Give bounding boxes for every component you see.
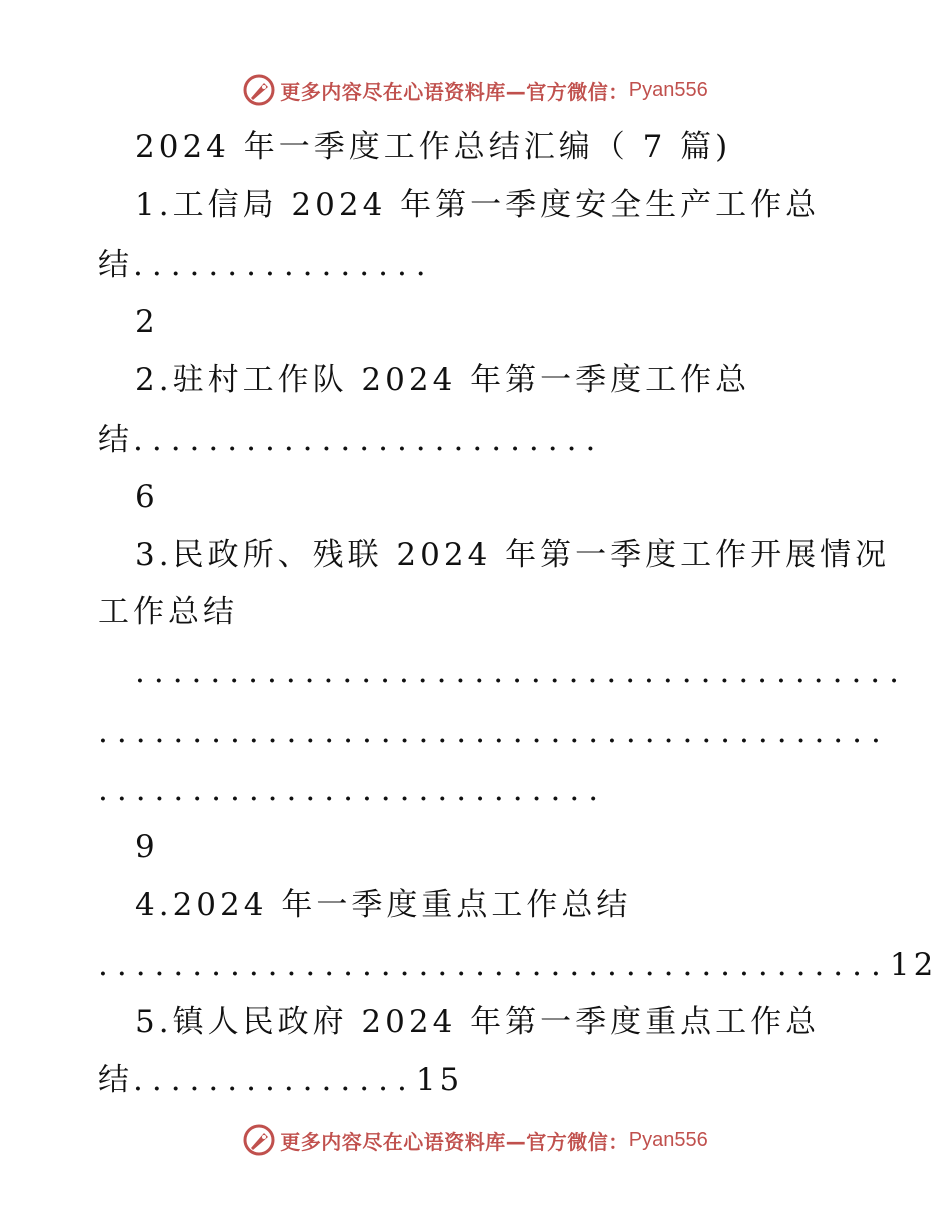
watermark-id: Pyan556 — [628, 78, 708, 101]
toc-entry-2-title: 2.驻村工作队 2024 年第一季度工作总 — [135, 362, 751, 398]
toc-entry-5-leader-line — [98, 1060, 463, 1100]
toc-entry-2-page: 6 — [135, 479, 159, 515]
toc-entry-2-leader-line — [98, 420, 604, 460]
watermark-footer — [0, 1120, 950, 1160]
toc-entry-1-title-cont: 结 — [98, 247, 133, 283]
pen-nib-logo-icon — [242, 73, 276, 107]
watermark-text: 更多内容尽在心语资料库—官方微信： — [280, 1129, 629, 1154]
document-title: 2024 年一季度工作总结汇编（ 7 篇) — [135, 129, 732, 165]
toc-entry-4-page: 12 — [889, 947, 938, 983]
toc-leader-dots: ............... — [133, 1062, 416, 1098]
pen-nib-logo-icon — [242, 1123, 276, 1157]
toc-entry-4-leader-line — [98, 945, 937, 985]
toc-entry-3-title-cont: 工作总结 — [98, 594, 238, 630]
toc-entry-3-title: 3.民政所、残联 2024 年第一季度工作开展情况 — [135, 537, 891, 573]
toc-entry-5-page: 15 — [415, 1062, 464, 1098]
watermark-header — [0, 70, 950, 110]
toc-leader-dots: ......................................... — [135, 654, 909, 690]
toc-leader-dots: .......................................... — [98, 947, 890, 983]
toc-entry-1-page: 2 — [135, 304, 159, 340]
watermark-text: 更多内容尽在心语资料库—官方微信： — [280, 79, 629, 104]
toc-leader-dots: ........................... — [98, 772, 608, 808]
toc-entry-5-title-cont: 结 — [98, 1062, 133, 1098]
toc-entry-3-page: 9 — [135, 829, 159, 865]
toc-leader-dots: ......................... — [133, 422, 605, 458]
toc-leader-dots: ................ — [133, 247, 435, 283]
toc-entry-4-title: 4.2024 年一季度重点工作总结 — [135, 887, 632, 923]
toc-entry-1-title: 1.工信局 2024 年第一季度安全生产工作总 — [135, 187, 821, 223]
toc-leader-dots: .......................................... — [98, 714, 890, 750]
toc-entry-1-leader-line — [98, 245, 435, 285]
watermark-id: Pyan556 — [628, 1128, 708, 1151]
toc-entry-2-title-cont: 结 — [98, 422, 133, 458]
toc-entry-5-title: 5.镇人民政府 2024 年第一季度重点工作总 — [135, 1004, 821, 1040]
